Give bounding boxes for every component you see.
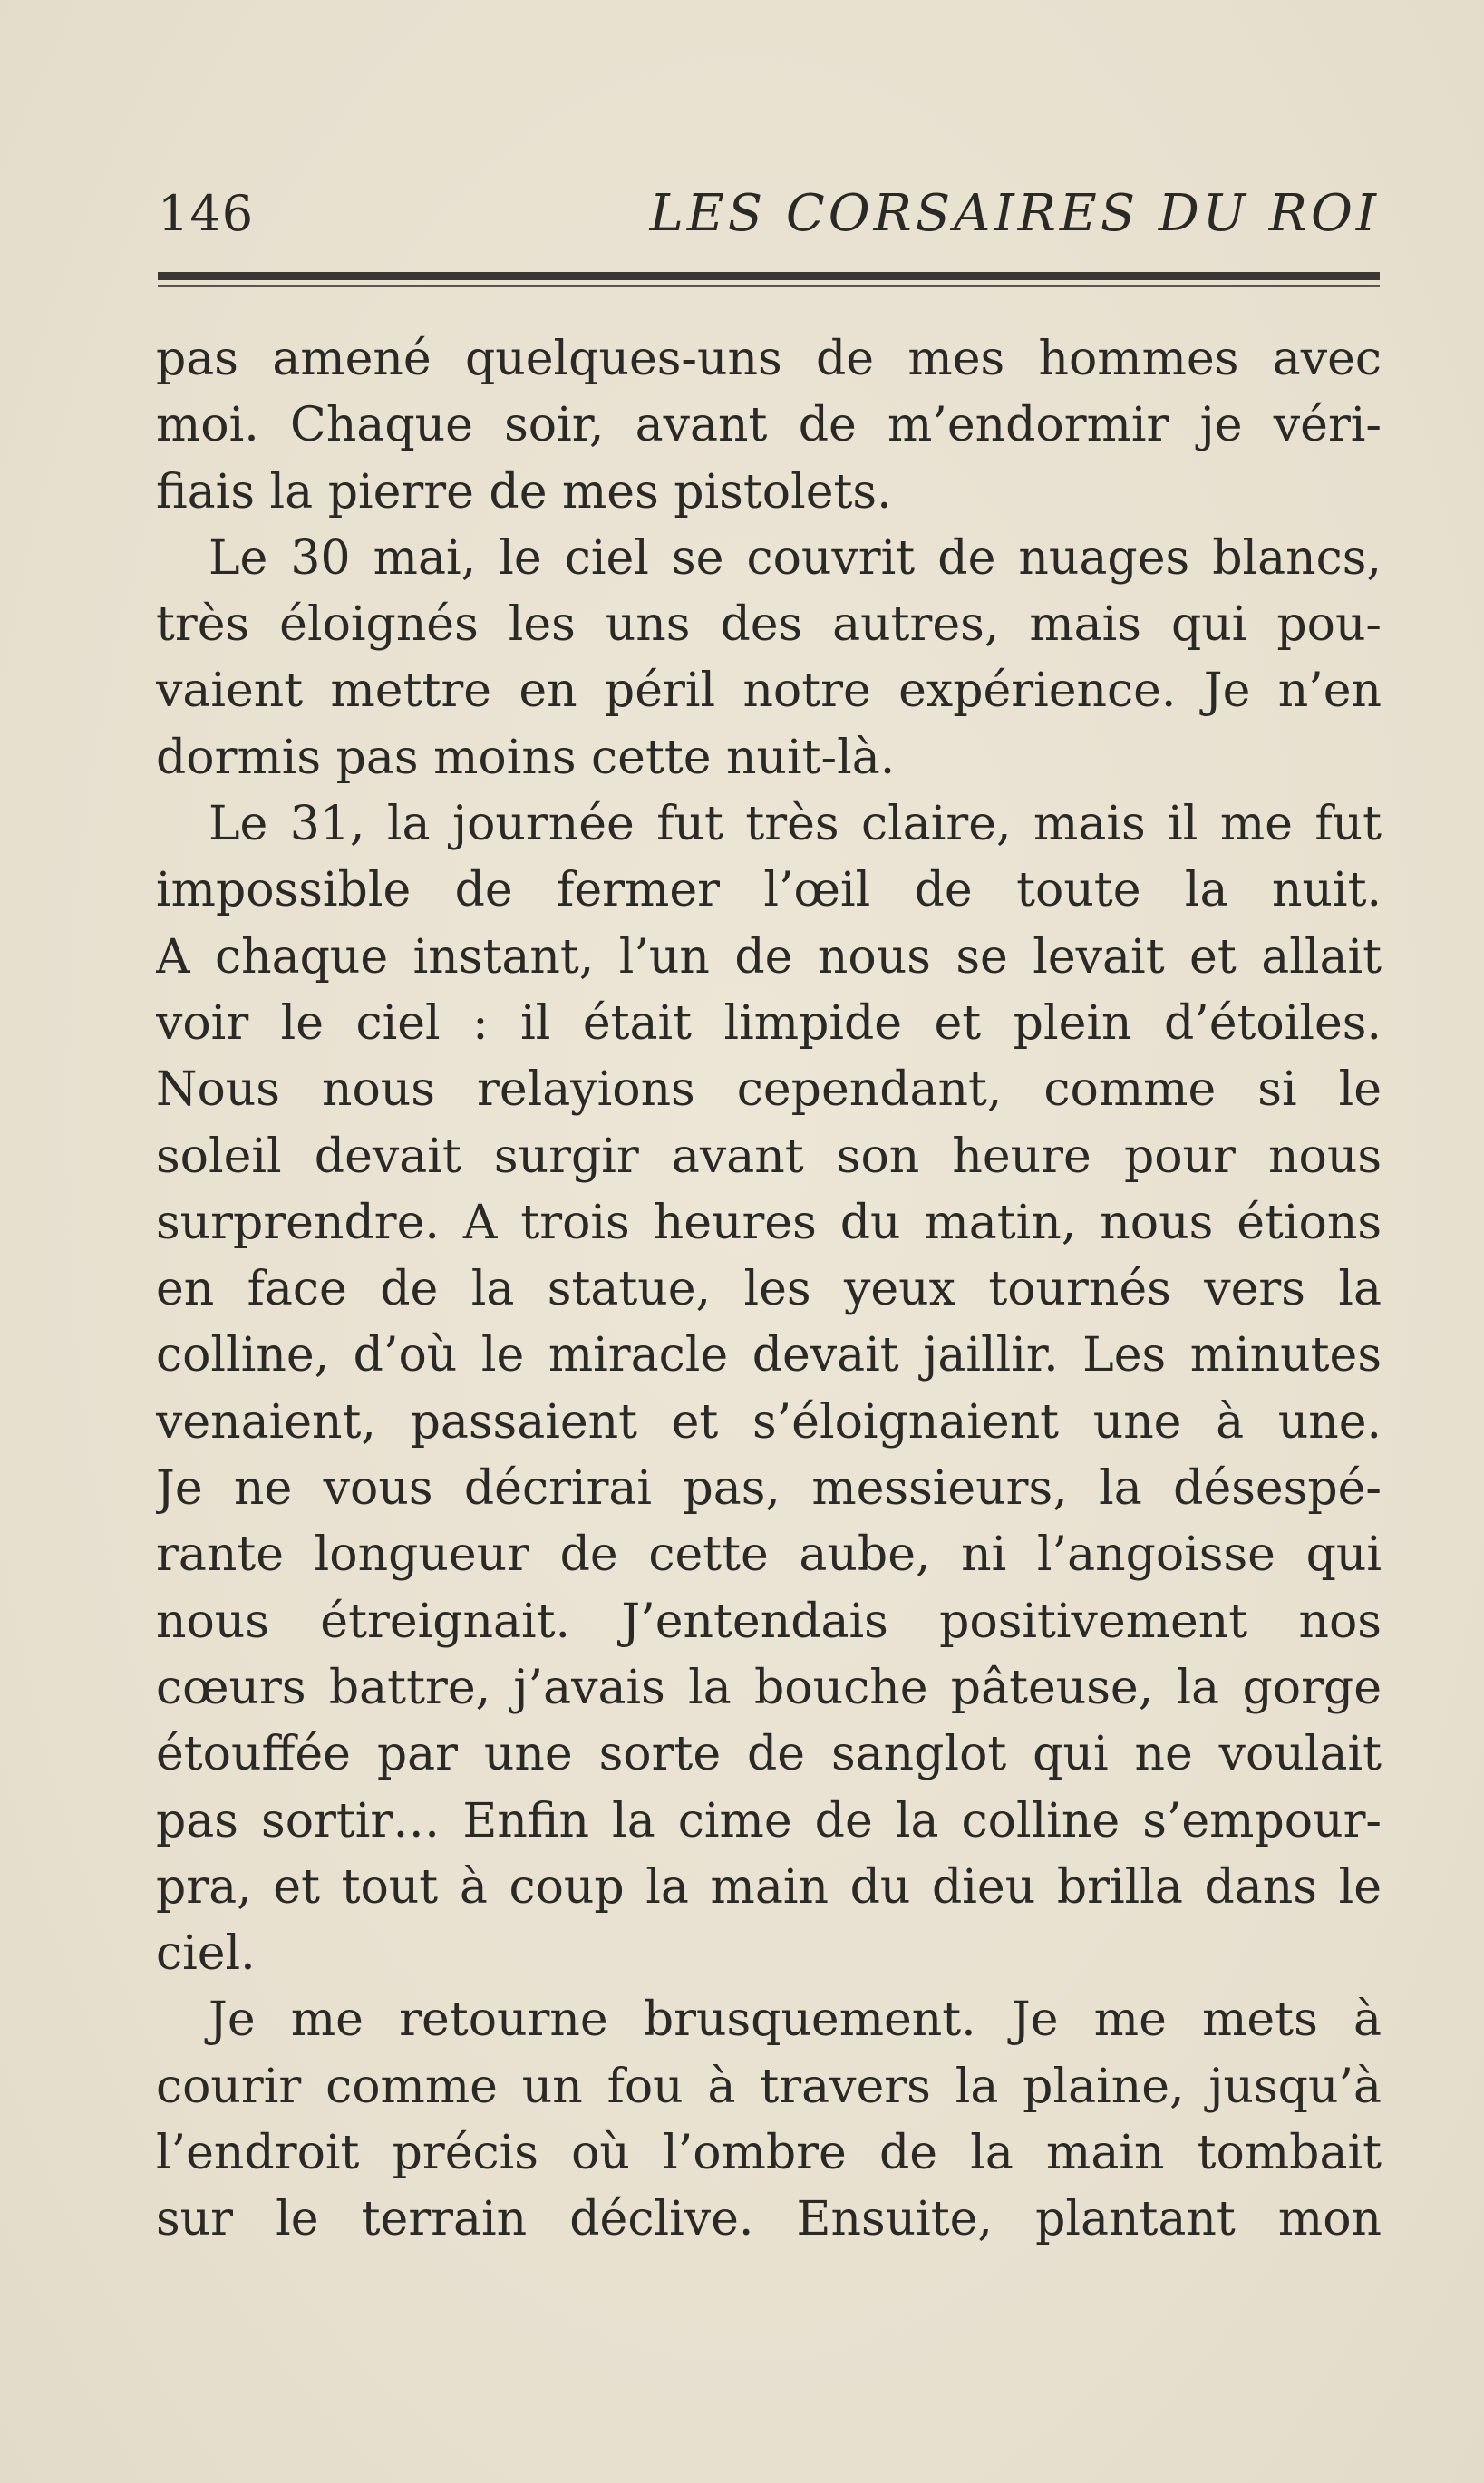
text-line: pas amené quelques-uns de mes hommes avec: [156, 332, 1382, 386]
text-line: en face de la statue, les yeux tournés vers la: [156, 1262, 1382, 1317]
text-line: ciel.: [156, 1926, 256, 1982]
paragraph-start-line: Le 31, la journée fut très claire, mais il me fut: [209, 797, 1382, 852]
text-line: étouffée par une sorte de sanglot qui ne voulait: [156, 1727, 1382, 1782]
text-line: nous étreignait. J’entendais positivement nos: [156, 1594, 1382, 1649]
text-line: pas sortir… Enfin la cime de la colline s’empour-: [156, 1793, 1382, 1848]
text-line: dormis pas moins cette nuit-là.: [156, 730, 896, 785]
text-line: vaient mettre en péril notre expérience. Je n’en: [156, 664, 1382, 719]
running-title: LES CORSAIRES DU ROI: [649, 184, 1380, 243]
text-line: Nous nous relayions cependant, comme si le: [156, 1062, 1382, 1118]
page-number: 146: [158, 185, 255, 242]
paragraph-start-line: Le 30 mai, le ciel se couvrit de nuages blancs,: [209, 530, 1382, 586]
text-line: rante longueur de cette aube, ni l’angoisse qui: [156, 1528, 1382, 1583]
text-line: Je ne vous décrirai pas, messieurs, la désespé-: [156, 1461, 1382, 1517]
header-rule: [158, 272, 1380, 280]
text-line: très éloignés les uns des autres, mais qui pou-: [156, 597, 1382, 653]
text-line: voir le ciel : il était limpide et plein d’étoiles.: [156, 995, 1382, 1051]
page-header: [158, 178, 1380, 250]
text-line: impossible de fermer l’œil de toute la nuit.: [156, 863, 1382, 918]
paragraph-start-line: Je me retourne brusquement. Je me mets à: [209, 1993, 1382, 2048]
text-line: colline, d’où le miracle devait jaillir. Les minutes: [156, 1328, 1382, 1383]
text-line: l’endroit précis où l’ombre de la main tombait: [156, 2126, 1382, 2181]
text-line: courir comme un fou à travers la plaine, jusqu’à: [156, 2059, 1382, 2114]
text-line: A chaque instant, l’un de nous se levait et allait: [156, 929, 1382, 984]
header-rule-thin: [158, 285, 1380, 287]
text-line: pra, et tout à coup la main du dieu brilla dans le: [156, 1859, 1382, 1915]
body-text: [156, 326, 1382, 2254]
text-line: cœurs battre, j’avais la bouche pâteuse, la gorge: [156, 1660, 1382, 1715]
text-line: soleil devait surgir avant son heure pour nous: [156, 1129, 1382, 1184]
text-line: venaient, passaient et s’éloignaient une à une.: [156, 1394, 1382, 1450]
text-line: fiais la pierre de mes pistolets.: [156, 464, 892, 519]
text-line: moi. Chaque soir, avant de m’endormir je véri-: [156, 398, 1382, 453]
text-line: surprendre. A trois heures du matin, nous étions: [156, 1195, 1382, 1250]
text-line: sur le terrain déclive. Ensuite, plantant mon: [156, 2192, 1382, 2247]
